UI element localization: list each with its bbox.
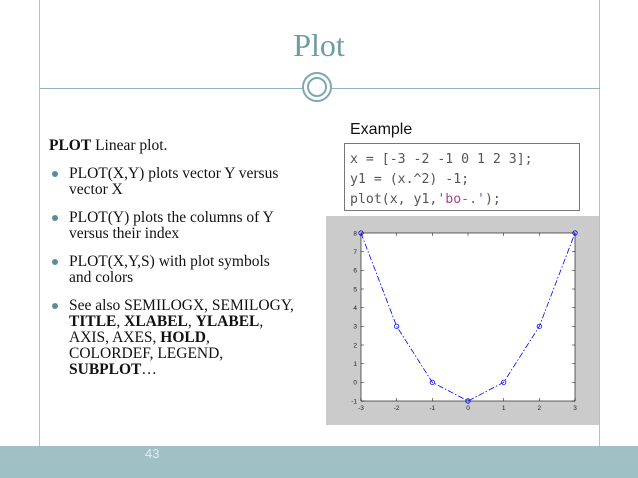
bullet-item: See also SEMILOGX, SEMILOGY, TITLE, XLABEL, YLABEL, AXIS, AXES, HOLD, COLORDEF, LEGEND, SUBPLOT… [49, 298, 294, 378]
slide-title: Plot [293, 27, 345, 63]
code-line-end: ); [484, 192, 501, 207]
y-tick-label: 1 [353, 360, 357, 368]
x-tick-label: 2 [537, 405, 542, 412]
code-line: x = [-3 -2 -1 0 1 2 3]; [350, 152, 533, 167]
y-tick-label: 5 [353, 286, 357, 294]
example-label: Example [350, 121, 413, 138]
x-tick-label: 1 [501, 405, 506, 412]
x-tick-label: -1 [429, 405, 436, 412]
x-tick-label: -2 [393, 405, 400, 412]
y-tick-label: 7 [353, 248, 357, 256]
page-number: 43 [145, 446, 160, 461]
bullet-item: PLOT(X,Y) plots vector Y versus vector X [49, 166, 294, 198]
y-tick-label: 4 [353, 304, 357, 312]
y-tick-label: 2 [353, 342, 357, 350]
code-line: y1 = (x.^2) -1; [350, 172, 470, 187]
y-tick-label: -1 [351, 398, 357, 406]
x-tick-label: -3 [358, 405, 364, 412]
code-line: plot(x, y1, [350, 192, 438, 207]
code-string: 'bo-.' [437, 192, 485, 207]
y-tick-label: 0 [353, 379, 357, 387]
plot-heading: PLOT Linear plot. [49, 137, 168, 154]
y-tick-label: 3 [353, 323, 357, 331]
footer-bar [0, 446, 638, 478]
y-tick-label: 8 [353, 230, 357, 238]
y-tick-label: 6 [353, 267, 357, 275]
bullet-item: PLOT(Y) plots the columns of Y versus their index [49, 210, 294, 242]
x-tick-label: 0 [466, 405, 470, 412]
x-tick-label: 3 [573, 405, 577, 412]
bullet-item: PLOT(X,Y,S) with plot symbols and colors [49, 254, 294, 286]
